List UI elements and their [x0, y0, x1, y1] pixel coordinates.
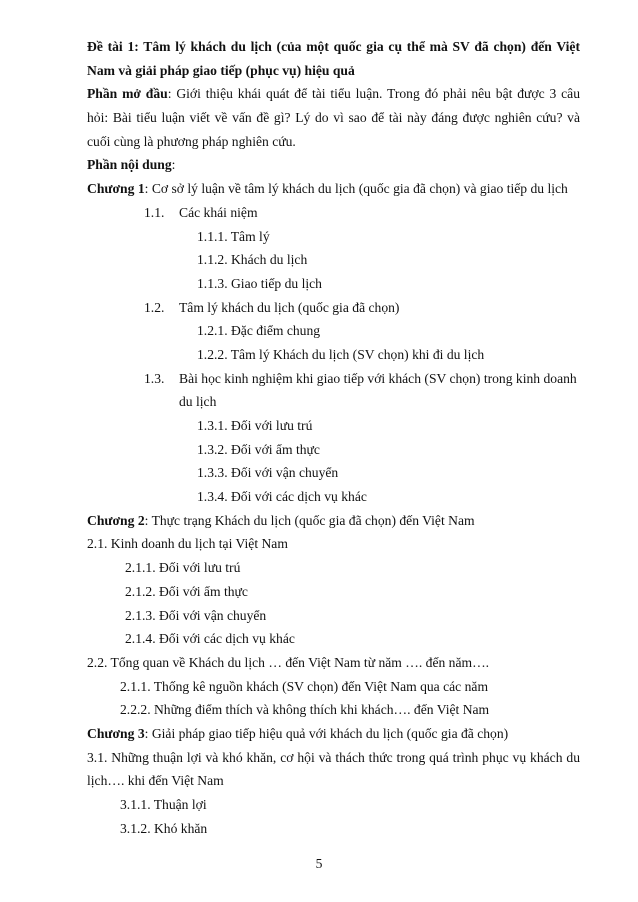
- subsection-1-3-4: 1.3.4. Đối với các dịch vụ khác: [197, 489, 367, 505]
- body-heading: Phần nội dung:: [87, 157, 176, 173]
- subsection-2-1-4: 2.1.4. Đối với các dịch vụ khác: [125, 631, 295, 647]
- chapter3-label: Chương 3: [87, 725, 145, 741]
- section-title: Bài học kinh nghiệm khi giao tiếp với khách (SV chọn) trong kinh doanh: [179, 370, 577, 386]
- chapter3-title: Giải pháp giao tiếp hiệu quả với khách du lịch (quốc gia đã chọn): [151, 725, 509, 741]
- subsection-1-3-1: 1.3.1. Đối với lưu trú: [197, 418, 313, 433]
- section-number: 1.1.: [144, 204, 165, 220]
- topic-title-part-2: Nam và giải pháp giao tiếp (phục vụ) hiệu quả: [87, 62, 355, 78]
- section-1-1: [87, 201, 580, 225]
- subsection-2-1-2: 2.1.2. Đối với ẩm thực: [125, 583, 248, 599]
- intro-line-3: cuối cùng là phương pháp nghiên cứu.: [87, 133, 296, 149]
- intro-text-1: Giới thiệu khái quát để tài tiểu luận. Trong đó phải nêu bật được 3 câu: [176, 86, 580, 102]
- section-3-1-line-1: 3.1. Những thuận lợi và khó khăn, cơ hội và thách thức trong quá trình phục vụ khách du: [87, 749, 580, 765]
- section-3-1-line-2: lịch…. khi đến Việt Nam: [87, 773, 224, 789]
- page-number: 5: [315, 856, 323, 871]
- section-title: Các khái niệm: [179, 204, 258, 220]
- chapter2-label: Chương 2: [87, 512, 145, 528]
- topic-title-part-1: Tâm lý khách du lịch (của một quốc gia cụ thể mà SV đã chọn) đến Việt: [143, 39, 580, 54]
- subsection-1-1-3: 1.1.3. Giao tiếp du lịch: [197, 275, 322, 291]
- chapter1-label: Chương 1: [87, 181, 145, 197]
- intro-line-2: hỏi: Bài tiểu luận viết về vấn đề gì? Lý do vì sao để tài này đáng được nghiên cứu? và: [87, 110, 580, 126]
- subsection-1-3-3: 1.3.3. Đối với vận chuyển: [197, 465, 339, 481]
- subsection-1-3-2: 1.3.2. Đối với ẩm thực: [197, 441, 320, 457]
- section-number: 1.2.: [144, 299, 165, 315]
- subsection-2-1-3: 2.1.3. Đối với vận chuyển: [125, 607, 267, 623]
- topic-line-1: Đề tài 1: Tâm lý khách du lịch (của một quốc gia cụ thể mà SV đã chọn) đến Việt: [87, 39, 580, 54]
- subsection-2-1-1: 2.1.1. Đối với lưu trú: [125, 560, 241, 576]
- topic-label: Đề tài 1: [87, 39, 135, 54]
- chapter3-heading: Chương 3: Giải pháp giao tiếp hiệu quả với khách du lịch (quốc gia đã chọn): [87, 725, 509, 741]
- chapter1-heading: Chương 1: Cơ sở lý luận về tâm lý khách du lịch (quốc gia đã chọn) và giao tiếp du lịch: [87, 181, 568, 197]
- subsection-1-1-2: 1.1.2. Khách du lịch: [197, 252, 308, 268]
- section-1-2: [87, 296, 580, 320]
- chapter2-heading: Chương 2: Thực trạng Khách du lịch (quốc gia đã chọn) đến Việt Nam: [87, 512, 475, 528]
- body-label: Phần nội dung: [87, 157, 172, 173]
- subsection-2-2-2: 2.2.2. Những điểm thích và không thích khi khách…. đến Việt Nam: [120, 702, 490, 718]
- section-2-1: 2.1. Kinh doanh du lịch tại Việt Nam: [87, 536, 288, 552]
- section-title: Tâm lý khách du lịch (quốc gia đã chọn): [179, 299, 400, 315]
- section-number: 1.3.: [144, 370, 165, 386]
- subsection-3-1-2: 3.1.2. Khó khăn: [120, 820, 208, 836]
- document-body: [87, 35, 580, 840]
- subsection-1-2-2: 1.2.2. Tâm lý Khách du lịch (SV chọn) khi đi du lịch: [197, 346, 485, 362]
- intro-label: Phần mở đầu: [87, 86, 168, 102]
- intro-line-1: Phần mở đầu: Giới thiệu khái quát để tài tiểu luận. Trong đó phải nêu bật được 3 câu: [87, 86, 580, 102]
- section-2-2: 2.2. Tổng quan về Khách du lịch … đến Việt Nam từ năm …. đến năm….: [87, 654, 490, 670]
- section-1-3-title-wrap: du lịch: [179, 394, 217, 410]
- subsection-1-2-1: 1.2.1. Đặc điểm chung: [197, 323, 321, 339]
- subsection-1-1-1: 1.1.1. Tâm lý: [197, 228, 270, 244]
- chapter2-title: Thực trạng Khách du lịch (quốc gia đã chọn) đến Việt Nam: [151, 512, 475, 528]
- subsection-3-1-1: 3.1.1. Thuận lợi: [120, 797, 207, 812]
- subsection-2-2-1: 2.1.1. Thống kê nguồn khách (SV chọn) đến Việt Nam qua các năm: [120, 678, 489, 694]
- section-1-3: [87, 367, 580, 391]
- chapter1-title: Cơ sở lý luận về tâm lý khách du lịch (quốc gia đã chọn) và giao tiếp du lịch: [151, 181, 568, 197]
